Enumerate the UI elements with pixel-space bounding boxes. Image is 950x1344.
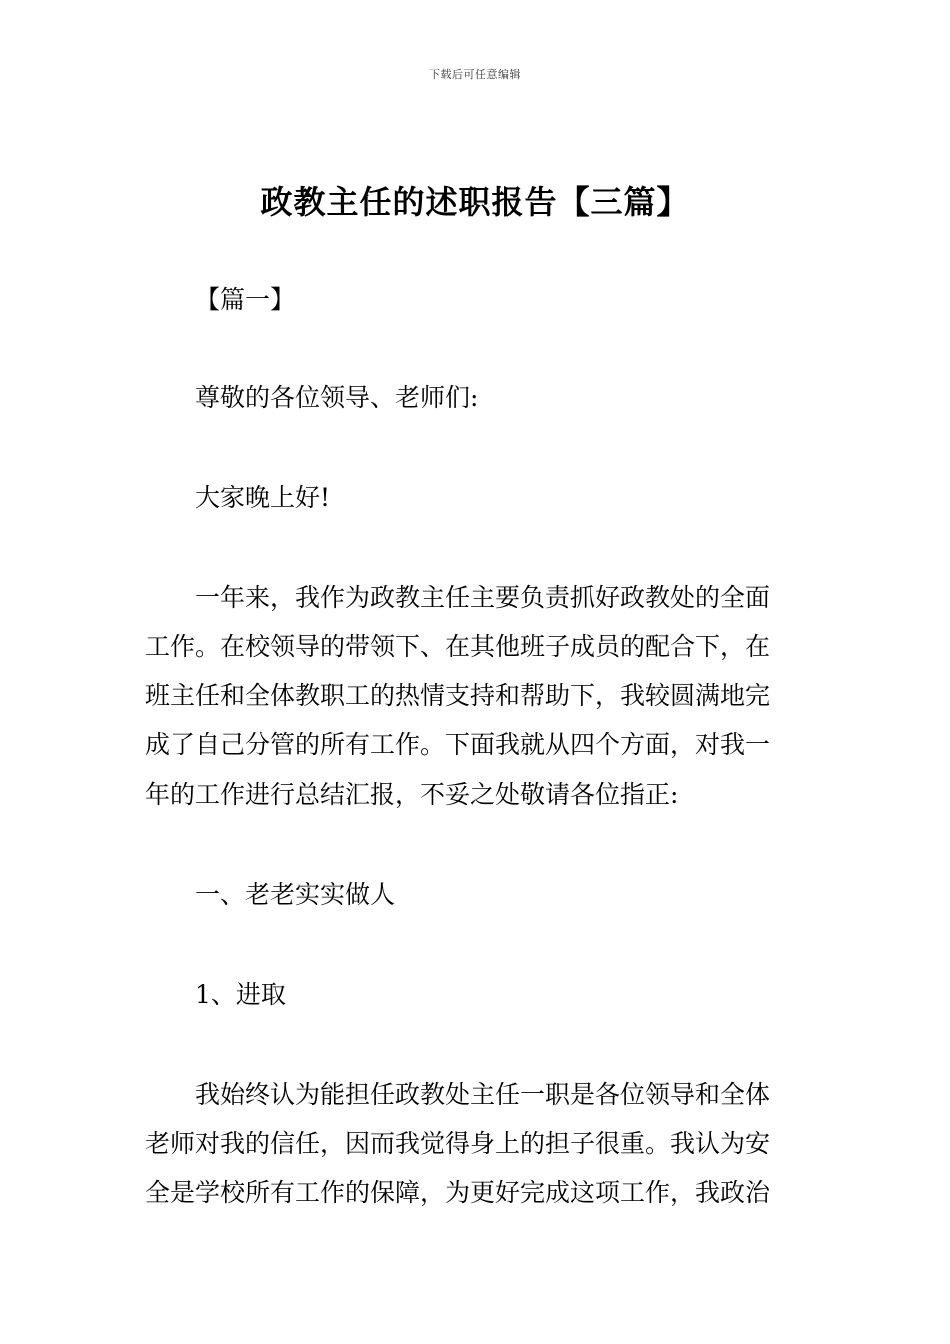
- greeting: 大家晚上好!: [195, 483, 331, 512]
- paragraph-line: 班主任和全体教职工的热情支持和帮助下，我较圆满地完: [145, 681, 771, 710]
- paragraph-line: 工作。在校领导的带领下、在其他班子成员的配合下，在: [145, 632, 771, 661]
- paragraph-line: 老师对我的信任，因而我觉得身上的担子很重。我认为安: [145, 1129, 771, 1158]
- document-title: 政教主任的述职报告【三篇】: [260, 183, 690, 221]
- paragraph-line: 我始终认为能担任政教处主任一职是各位领导和全体: [195, 1080, 771, 1109]
- subsection-heading: 1、进取: [195, 980, 286, 1009]
- section-heading: 一、老老实实做人: [195, 880, 396, 909]
- paragraph-line: 年的工作进行总结汇报，不妥之处敬请各位指正:: [145, 780, 679, 809]
- paragraph-line: 全是学校所有工作的保障，为更好完成这项工作，我政治: [145, 1178, 771, 1207]
- salutation: 尊敬的各位领导、老师们:: [195, 383, 479, 412]
- paragraph-line: 成了自己分管的所有工作。下面我就从四个方面，对我一: [145, 730, 771, 759]
- header-note: 下载后可任意编辑: [429, 68, 521, 81]
- paragraph-line: 一年来，我作为政教主任主要负责抓好政教处的全面: [195, 583, 771, 612]
- part-label: 【篇一】: [195, 285, 296, 314]
